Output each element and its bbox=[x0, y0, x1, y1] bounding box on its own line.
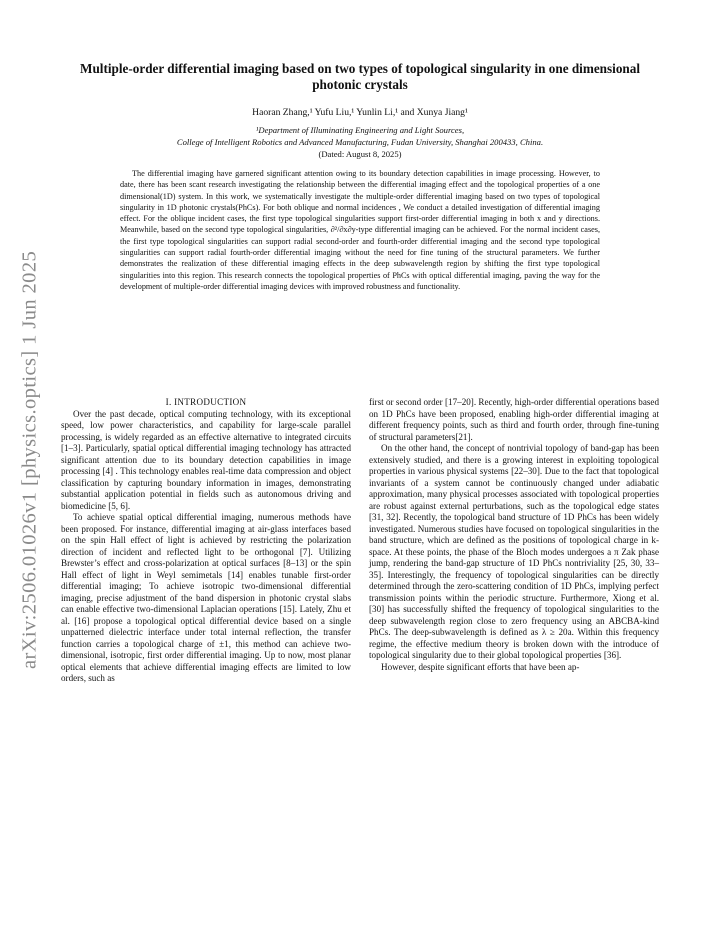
affiliation-line-2: College of Intelligent Robotics and Advanced Manufacturing, Fudan University, Shanghai 200433, China. bbox=[176, 137, 544, 147]
right-column bbox=[369, 397, 659, 673]
section-heading: I. INTRODUCTION bbox=[165, 397, 247, 407]
paragraph: However, despite significant efforts that have been ap- bbox=[381, 661, 580, 672]
paragraph: Over the past decade, optical computing technology, with its exceptional speed, low power characteristics, and capability for large-scale parallel processing, is widely regarded as an effective alternative to integrated circuits [1–3]. Particularly, spatial optical differential imaging technology has attracted significant attention due to its boundary detection capabilities in image processing [4] . This technology enables real-time data compression and object classification by capturing boundary information in images, demonstrating substantial application potential in fields such as autonomous driving and biomedicine [5, 6]. bbox=[61, 408, 351, 511]
affiliation-line-1: ¹Department of Illuminating Engineering and Light Sources, bbox=[255, 125, 465, 135]
arxiv-identifier: arXiv:2506.01026v1 [physics.optics] 1 Jun 2025 bbox=[18, 250, 41, 670]
paragraph: first or second order [17–20]. Recently, high-order differential operations based on 1D PhCs have been proposed, enabling high-order differential imaging at different frequency points, such as third and fourth order, through fine-tuning of structural parameters[21]. bbox=[369, 397, 659, 442]
paragraph: To achieve spatial optical differential imaging, numerous methods have been proposed. For instance, differential imaging at air-glass interfaces based on the spin Hall effect of light is achieved by restricting the polarization direction of incident and reflected light to be orthogonal [7]. Utilizing Brewster’s effect and cross-polarization at optical surfaces [8–13] or the spin Hall effect of light in Weyl semimetals [14] enables tunable first-order differential imaging; To achieve isotropic two-dimensional differential imaging, precise adjustment of the band dispersion in photonic crystal slabs can enable effective two-dimensional Laplacian operations [15]. Lately, Zhu et al. [16] propose a topological optical differential device based on a single unpatterned dielectric interface under total internal reflection, the transfer function carries a topological charge of ±1, this method can achieve two-dimensional, isotropic, first order differential imaging. Up to now, most planar optical elements that achieve differential imaging effects are limited to low orders, such as bbox=[61, 512, 351, 683]
dated-line: (Dated: August 8, 2025) bbox=[318, 149, 402, 159]
left-column bbox=[61, 397, 351, 685]
affiliation bbox=[40, 124, 680, 148]
abstract: The differential imaging have garnered significant attention owing to its boundary detection capabilities in image processing. However, to date, there has been scant research investigating the relationship between the differential imaging effect and the topological properties of a one dimensional(1D) system. In this work, we systematically investigate the multiple-order differential imaging based on two types of topological singularity in 1D photonic crystals(PhCs). For both oblique and normal incidences , We conduct a detailed investigation of differential imaging effect. For the oblique incident cases, the first type topological singularities support first-order differential imaging in both x and y directions. Meanwhile, based on the second type topological singularities, ∂²/∂x∂y-type differential imaging can be achieved. For the normal incident cases, the first type topological singularities can support radial second-order and fourth-order differential imaging and the second type topological singularities can support radial fourth-order differential imaging without the need for fine tuning of the structural parameters. We further demonstrates the realization of these differential imaging effects in the deep subwavelength region by shifting the first type topological singularities into this region. This research connects the topological properties of PhCs with optical differential imaging, paving the way for the development of multiple-order differential imaging devices with improved robustness and functionality. bbox=[120, 169, 600, 291]
author-list: Haoran Zhang,¹ Yufu Liu,¹ Yunlin Li,¹ and Xunya Jiang¹ bbox=[252, 107, 468, 118]
paragraph: On the other hand, the concept of nontrivial topology of band-gap has been extensively studied, and there is a growing interest in exploiting topological properties in various physical systems [22–30]. Due to the fact that topological invariants of a system cannot be continuously changed under adiabatic approximation, many physical processes associated with topological properties are robust against external perturbations, such as the topological edge states [31, 32]. Recently, the topological band structure of 1D PhCs has been widely investigated. Numerous studies have focused on topological singularities in the band structure, which are defined as the positions of topological charge in k-space. At these points, the phase of the Bloch modes undergoes a π Zak phase jump, rendering the band-gap structure of 1D PhCs nontriviality [25, 30, 33–35]. Interestingly, the frequency of topological singularities can be directly determined through the zero-scattering condition of 1D PhCs, implying perfect transmission points within the periodic structure. Furthermore, Xiong et al. [30] has successfully shifted the frequency of topological singularities to the deep subwavelength region close to zero frequency using an ABCBA-kind PhCs. The deep-subwavelength is defined as λ ≥ 20a. Within this frequency regime, the effective medium theory is broken down with the introduce of topological singularity due to their global topological properties [36]. bbox=[369, 443, 659, 660]
paper-title: Multiple-order differential imaging based on two types of topological singularity in one dimensional photonic crystals bbox=[80, 61, 640, 92]
